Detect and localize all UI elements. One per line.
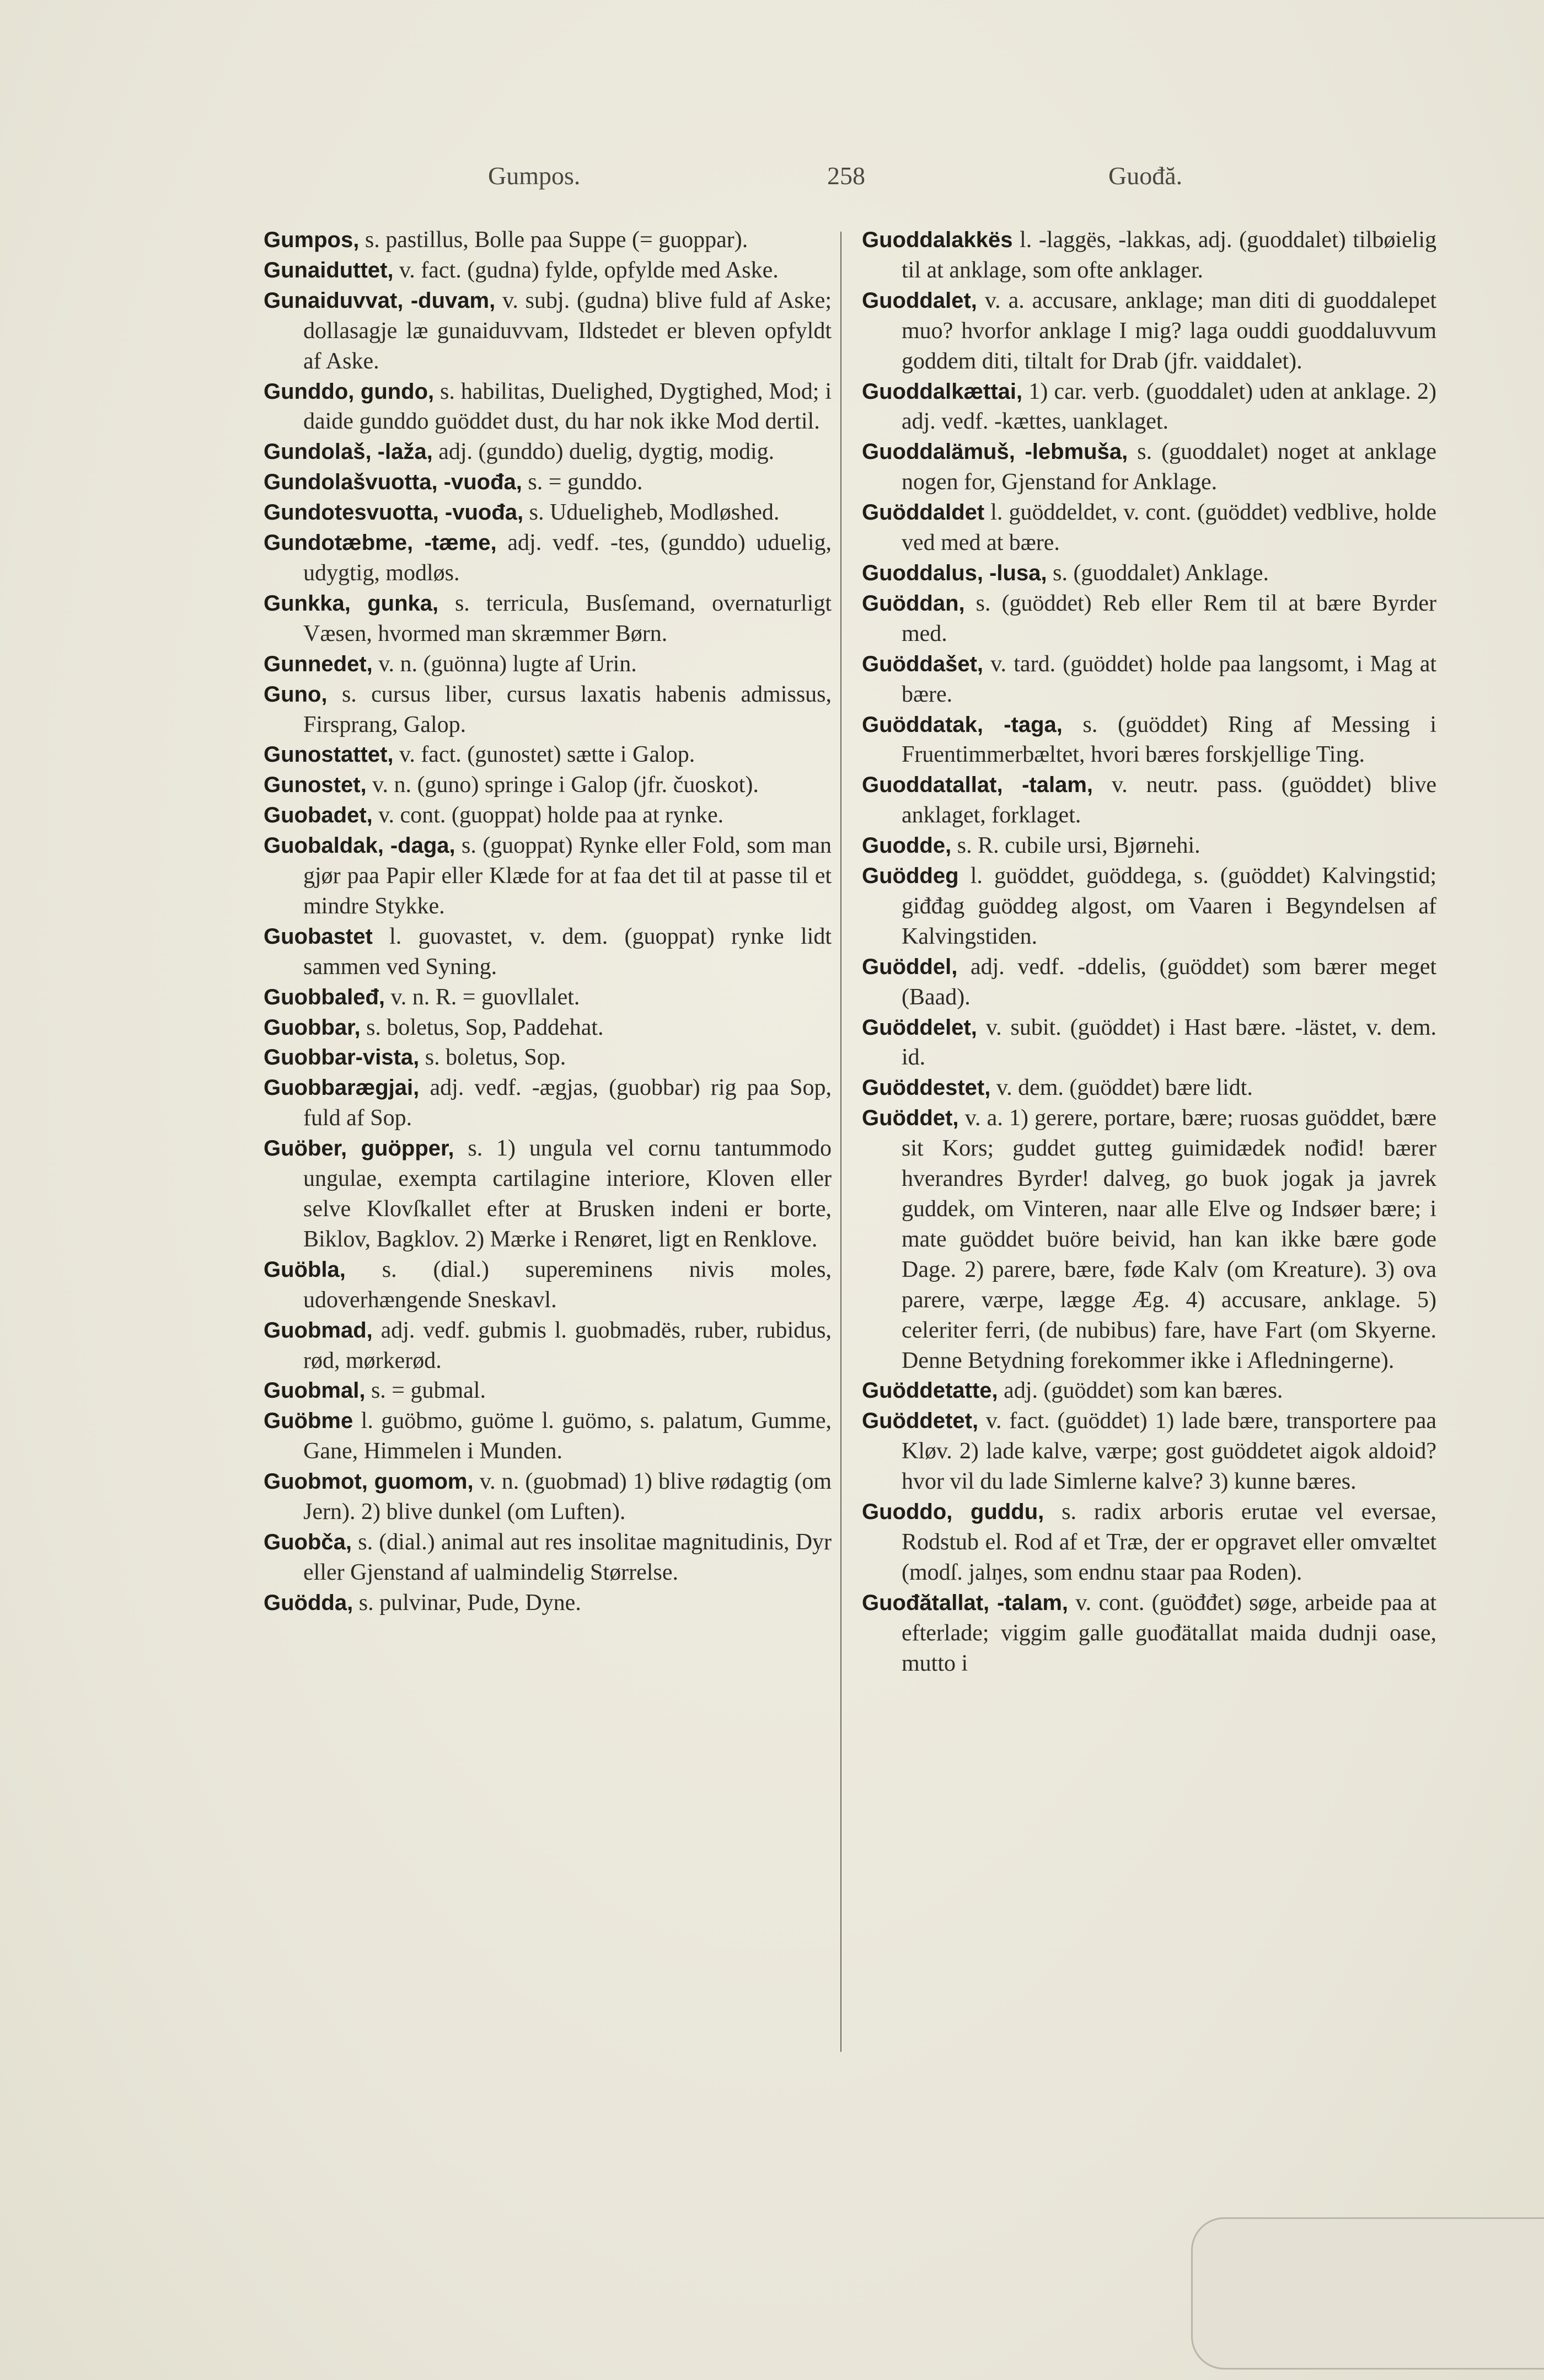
dictionary-entry <box>862 1013 1436 1073</box>
entry-definition: s. (guoppat) Rynke eller Fold, som man gjør paa Papir eller Klæde for at faa det til at passe til et mindre Stykke. <box>303 833 832 919</box>
entry-definition: l. guöddeldet, v. cont. (guöddet) vedblive, holde ved med at bære. <box>902 500 1436 556</box>
entry-headword: Guoddalämuš, -lebmuša, <box>862 440 1128 464</box>
dictionary-entry <box>264 437 832 467</box>
dictionary-entry <box>264 225 832 255</box>
dictionary-entry <box>862 831 1436 861</box>
dictionary-entry <box>264 1406 832 1467</box>
entry-headword: Guoddalet, <box>862 288 977 313</box>
entry-definition: v. subit. (guöddet) i Hast bære. -lästet, v. dem. id. <box>902 1014 1436 1071</box>
entry-definition: s. (dial.) animal aut res insolitae magnitudinis, Dyr eller Gjenstand af ualmindelig Størrelse. <box>303 1529 832 1585</box>
entry-definition: v. cont. (guöđđet) søge, arbeide paa at efterlade; viggim galle guođätallat maida dudnji oase, mutto i <box>902 1590 1437 1676</box>
header-left-guideword: Gumpos. <box>488 162 581 190</box>
entry-definition: s. terricula, Busſemand, overnaturligt Væsen, hvormed man skræmmer Børn. <box>303 590 832 646</box>
dictionary-entry <box>862 225 1436 286</box>
entry-headword: Guöddet, <box>862 1106 959 1131</box>
dictionary-entry <box>264 255 832 286</box>
entry-definition: s. (dial.) supereminens nivis moles, udoverhængende Sneskavl. <box>303 1256 832 1313</box>
entry-definition: s. = gunddo. <box>528 469 643 495</box>
entry-headword: Guöbme <box>264 1409 353 1434</box>
dictionary-entry <box>862 710 1436 771</box>
entry-headword: Guoddalus, -lusa, <box>862 560 1047 585</box>
entry-headword: Gundotæbme, -tæme, <box>264 531 497 555</box>
entry-headword: Guobmal, <box>264 1378 366 1403</box>
entry-headword: Guoddalkættai, <box>862 379 1023 404</box>
dictionary-entry <box>264 831 832 922</box>
entry-definition: v. n. (guönna) lugte af Urin. <box>378 651 637 677</box>
dictionary-entry <box>264 286 832 377</box>
entry-headword: Gundolašvuotta, -vuođa, <box>264 470 522 495</box>
left-column <box>264 225 832 1618</box>
entry-definition: s. cursus liber, cursus laxatis habenis admissus, Firsprang, Galop. <box>303 681 832 737</box>
entry-headword: Guöber, guöpper, <box>264 1136 454 1161</box>
entry-headword: Guobadet, <box>264 803 373 828</box>
entry-headword: Gunnedet, <box>264 651 373 676</box>
entry-headword: Gunaiduttet, <box>264 258 394 282</box>
entry-definition: v. n. (guobmad) 1) blive rødagtig (om Jern). 2) blive dunkel (om Luften). <box>303 1469 832 1525</box>
entry-headword: Guobaldak, -daga, <box>264 833 455 858</box>
header-right-guideword: Guođă. <box>1108 162 1183 190</box>
entry-headword: Guno, <box>264 682 328 707</box>
dictionary-entry <box>264 1467 832 1527</box>
dictionary-entry <box>264 982 832 1013</box>
dictionary-entry <box>862 437 1436 498</box>
dictionary-entry <box>264 1588 832 1618</box>
dictionary-entry <box>862 1103 1436 1376</box>
entry-headword: Gunddo, gundo, <box>264 379 435 404</box>
entry-headword: Guoddo, guddu, <box>862 1500 1044 1525</box>
entry-definition: l. guöddet, guöddega, s. (guöddet) Kalvingstid; giđđag guöddeg algost, om Vaaren i Begyndelsen af Kalvingstiden. <box>902 863 1436 949</box>
dictionary-entry <box>264 1042 832 1073</box>
entry-headword: Gunostet, <box>264 773 367 798</box>
dictionary-entry <box>264 680 832 740</box>
entry-headword: Guöbla, <box>264 1257 346 1282</box>
entry-definition: v. fact. (gudna) fylde, opfylde med Aske. <box>399 257 779 283</box>
dictionary-entry <box>862 1376 1436 1406</box>
entry-definition: s. habilitas, Duelighed, Dygtighed, Mod; i daide gunddo guöddet dust, du har nok ikke Mod dertil. <box>303 378 832 435</box>
entry-headword: Guobbaleđ, <box>264 985 385 1009</box>
dictionary-entry <box>862 649 1436 710</box>
dictionary-entry <box>862 1406 1436 1497</box>
entry-definition: s. 1) ungula vel cornu tantummodo ungulae, exempta cartilagine interiore, Kloven eller selve Klovſkallet efter at Brusken indeni er borte, Biklov, Bagklov. 2) Mærke i Renøret, ligt en Renklove. <box>303 1136 832 1252</box>
entry-headword: Guoddalakkës <box>862 228 1013 252</box>
dictionary-entry <box>862 861 1436 952</box>
entry-headword: Guöddatak, -taga, <box>862 712 1063 737</box>
dictionary-entry <box>264 528 832 589</box>
entry-headword: Gunkka, gunka, <box>264 591 439 616</box>
entry-headword: Guöddetet, <box>862 1409 979 1434</box>
dictionary-entry <box>862 286 1436 377</box>
entry-definition: s. (guöddet) Ring af Messing i Fruentimmerbæltet, hvori bæres forskjellige Ting. <box>902 712 1437 768</box>
entry-headword: Guöddašet, <box>862 651 984 676</box>
dictionary-entry <box>264 1527 832 1588</box>
entry-definition: s. boletus, Sop, Paddehat. <box>366 1014 604 1040</box>
entry-definition: s. pulvinar, Pude, Dyne. <box>358 1590 581 1616</box>
dictionary-entry <box>264 467 832 498</box>
dictionary-entry <box>264 1376 832 1406</box>
entry-definition: v. tard. (guöddet) holde paa langsomt, i Mag at bære. <box>902 651 1437 707</box>
entry-definition: v. fact. (guöddet) 1) lade bære, transportere paa Kløv. 2) lade kalve, værpe; gost guöddetet aigok aldoid? hvor vil du lade Simlerne kalve? 3) kunne bæres. <box>902 1408 1436 1495</box>
entry-definition: l. guöbmo, guöme l. guömo, s. palatum, Gumme, Gane, Himmelen i Munden. <box>303 1408 832 1464</box>
entry-headword: Guođătallat, -talam, <box>862 1590 1069 1615</box>
entry-definition: adj. vedf. gubmis l. guobmadës, ruber, rubidus, rød, mørkerød. <box>303 1317 832 1373</box>
dictionary-entry <box>264 800 832 831</box>
dictionary-entry <box>264 1133 832 1255</box>
entry-headword: Guobastet <box>264 924 373 949</box>
dictionary-entry <box>862 558 1436 589</box>
entry-headword: Guöddan, <box>862 591 965 616</box>
entry-definition: l. -laggës, -lakkas, adj. (guoddalet) tilbøielig til at anklage, som ofte anklager. <box>902 227 1437 283</box>
entry-headword: Guobča, <box>264 1529 352 1554</box>
entry-definition: v. fact. (gunostet) sætte i Galop. <box>399 742 695 768</box>
entry-definition: v. a. accusare, anklage; man diti di guoddalepet muo? hvorfor anklage I mig? laga ouddi guoddaluvvum goddem diti, tiltalt for Drab (jfr. vaiddalet). <box>902 287 1437 374</box>
entry-definition: v. n. (guno) springe i Galop (jfr. čuoskot). <box>372 772 759 798</box>
column-divider <box>840 232 841 2052</box>
entry-definition: v. n. R. = guovllalet. <box>390 984 580 1010</box>
entry-definition: s. (guöddet) Reb eller Rem til at bære Byrder med. <box>902 590 1436 646</box>
entry-definition: 1) car. verb. (guoddalet) uden at anklage. 2) adj. vedf. -kættes, uanklaget. <box>902 378 1437 435</box>
entry-headword: Guöddaldet <box>862 500 985 525</box>
entry-headword: Guöddel, <box>862 954 958 979</box>
dictionary-entry <box>264 1255 832 1315</box>
entry-definition: s. R. cubile ursi, Bjørnehi. <box>957 833 1200 859</box>
entry-definition: v. subj. (gudna) blive fuld af Aske; dollasagje læ gunaiduvvam, Ildstedet er bleven opfyldt af Aske. <box>303 287 832 374</box>
dictionary-entry <box>862 1588 1436 1679</box>
entry-definition: s. = gubmal. <box>371 1378 486 1404</box>
entry-definition: adj. vedf. -ægjas, (guobbar) rig paa Sop, fuld af Sop. <box>303 1075 832 1131</box>
dictionary-entry <box>264 1013 832 1043</box>
page-corner-tab <box>1191 2217 1544 2370</box>
dictionary-entry <box>862 1497 1436 1588</box>
entry-definition: l. guovastet, v. dem. (guoppat) rynke lidt sammen ved Syning. <box>303 923 832 980</box>
entry-definition: v. neutr. pass. (guöddet) blive anklaget, forklaget. <box>902 772 1436 828</box>
page-number: 258 <box>827 162 865 190</box>
entry-definition: s. pastillus, Bolle paa Suppe (= guoppar). <box>364 227 748 253</box>
entry-definition: s. Udueligheb, Modløshed. <box>529 500 780 526</box>
dictionary-entry <box>264 1073 832 1133</box>
entry-headword: Gunostattet, <box>264 742 394 767</box>
entry-headword: Guodde, <box>862 833 952 858</box>
dictionary-entry <box>264 922 832 982</box>
entry-definition: v. dem. (guöddet) bære lidt. <box>996 1075 1253 1101</box>
entry-headword: Guöddetatte, <box>862 1378 998 1403</box>
dictionary-entry <box>264 1315 832 1376</box>
dictionary-entry <box>862 377 1436 437</box>
entry-headword: Gunaiduvvat, -duvam, <box>264 288 496 313</box>
entry-definition: v. a. 1) gerere, portare, bære; ruosas guöddet, bære sit Kors; guddet gutteg guimidædek nođid! bærer hverandres Byrder! dalveg, go buok jogak ja javrek guddek, om Vinteren, naar alle Elve og Indsøer bære; i mate guöddet buöre beivid, han kan ikke bære gode Dage. 2) parere, bære, føde Kalv (om Kreature). 3) ova parere, værpe, lægge Æg. 4) accusare, anklage. 5) celeriter ferri, (de nubibus) fare, have Fart (om Skyerne. Denne Betydning forekommer ikke i Afledningerne). <box>902 1105 1436 1373</box>
dictionary-entry <box>862 589 1436 649</box>
entry-definition: s. radix arboris erutae vel eversae, Rodstub el. Rod af et Træ, der er opgravet eller omvæltet (modſ. jalŋes, som endnu staar paa Roden). <box>902 1499 1437 1585</box>
dictionary-entry <box>264 377 832 437</box>
dictionary-entry <box>264 740 832 770</box>
entry-headword: Gumpos, <box>264 228 360 252</box>
right-column <box>862 225 1436 1679</box>
dictionary-entry <box>862 770 1436 831</box>
running-header <box>0 161 1544 205</box>
dictionary-entry <box>264 770 832 800</box>
entry-headword: Guobmot, guomom, <box>264 1469 474 1494</box>
entry-headword: Guobbar-vista, <box>264 1045 420 1070</box>
entry-definition: v. cont. (guoppat) holde paa at rynke. <box>378 803 724 828</box>
dictionary-entry <box>264 498 832 528</box>
dictionary-entry <box>862 1073 1436 1103</box>
entry-definition: adj. vedf. -ddelis, (guöddet) som bærer meget (Baad). <box>902 954 1436 1010</box>
entry-headword: Guöddelet, <box>862 1015 977 1040</box>
entry-headword: Guödda, <box>264 1590 353 1615</box>
entry-definition: s. (guoddalet) Anklage. <box>1053 560 1269 586</box>
entry-definition: s. (guoddalet) noget at anklage nogen for, Gjenstand for Anklage. <box>902 439 1436 495</box>
entry-definition: adj. vedf. -tes, (gunddo) uduelig, udygtig, modløs. <box>303 530 832 586</box>
dictionary-entry <box>862 952 1436 1013</box>
entry-headword: Guoddatallat, -talam, <box>862 773 1093 798</box>
entry-headword: Guöddeg <box>862 864 959 889</box>
entry-headword: Gundolaš, -laža, <box>264 440 433 464</box>
entry-headword: Guobbarægjai, <box>264 1076 420 1100</box>
entry-definition: adj. (guöddet) som kan bæres. <box>1004 1378 1283 1404</box>
dictionary-entry <box>264 649 832 680</box>
dictionary-entry <box>862 498 1436 558</box>
entry-definition: s. boletus, Sop. <box>425 1045 566 1071</box>
entry-headword: Guobmad, <box>264 1318 373 1343</box>
entry-headword: Guöddestet, <box>862 1076 991 1100</box>
entry-headword: Guobbar, <box>264 1015 361 1040</box>
dictionary-entry <box>264 589 832 649</box>
entry-headword: Gundotesvuotta, -vuođa, <box>264 500 524 525</box>
entry-definition: adj. (gunddo) duelig, dygtig, modig. <box>438 439 775 465</box>
